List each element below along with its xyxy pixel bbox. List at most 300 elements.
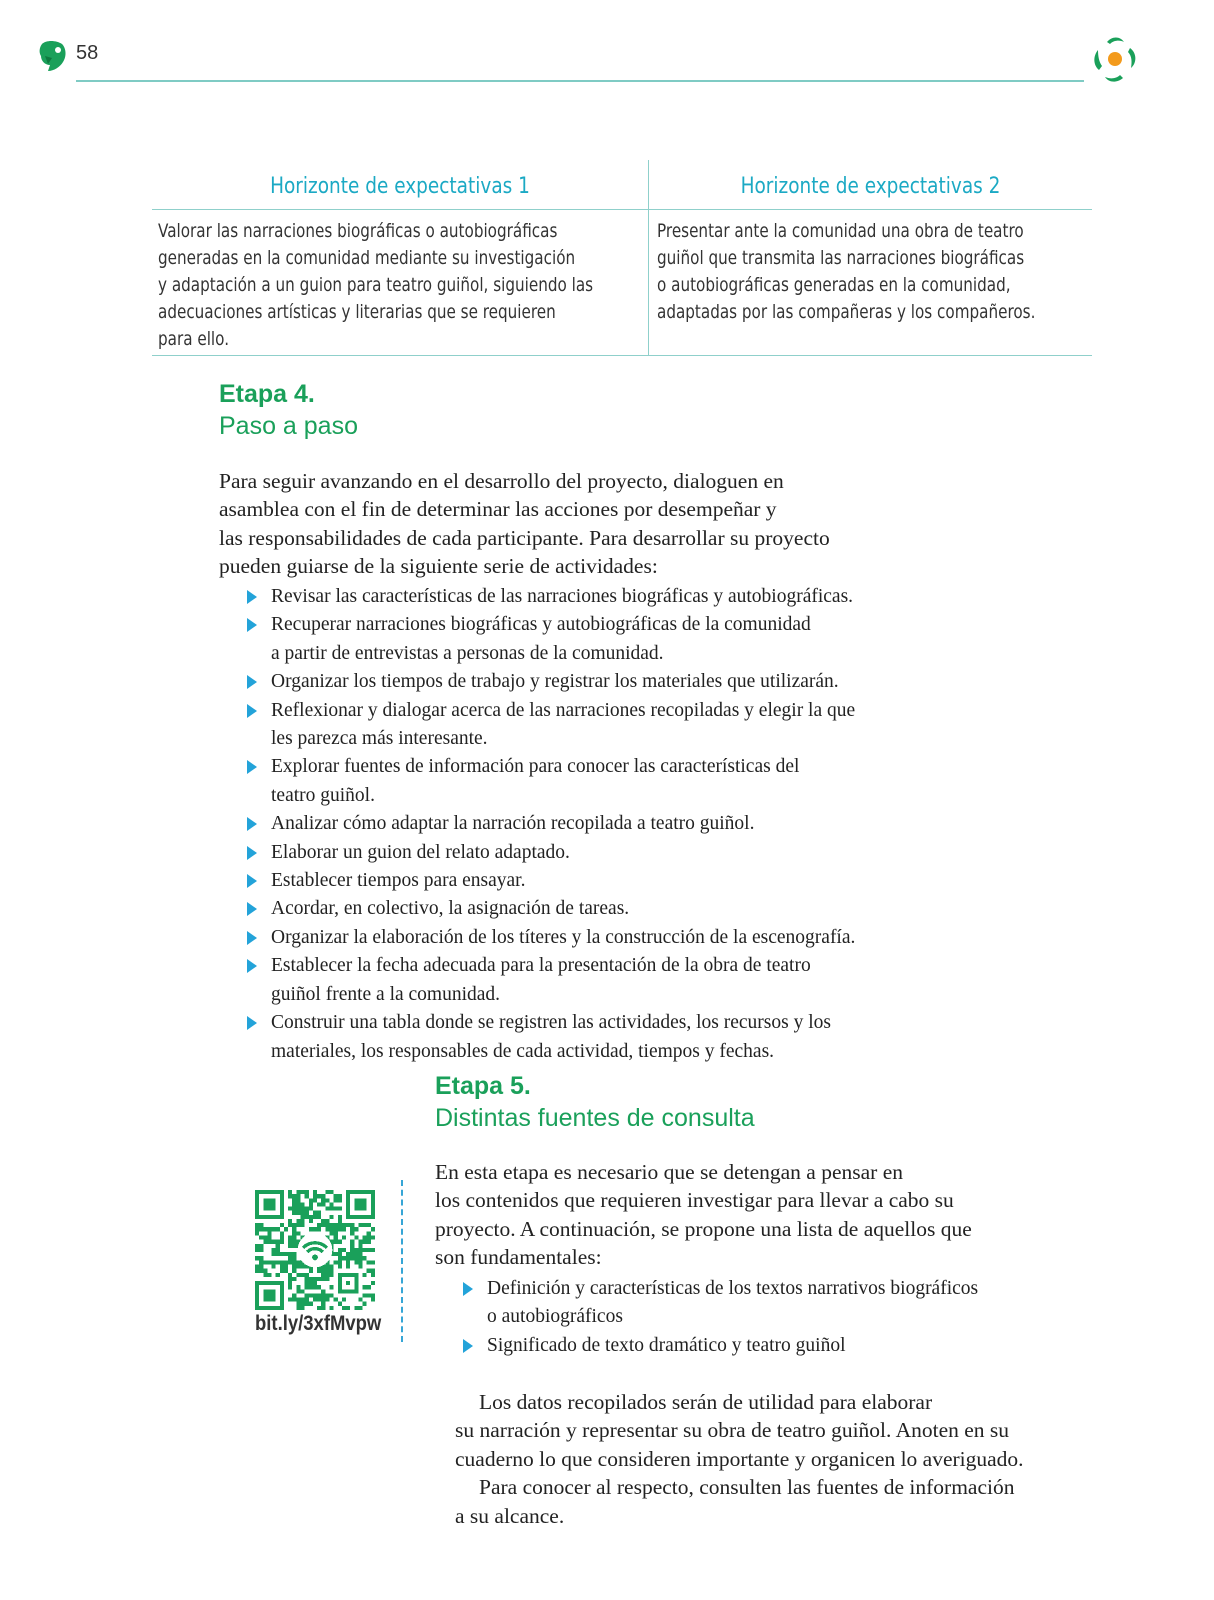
qr-module: [329, 1215, 333, 1219]
paragraph-line: a su alcance.: [455, 1503, 565, 1528]
etapa4-activity-list: [245, 583, 855, 1066]
qr-module: [317, 1194, 321, 1198]
table-cell-2: [657, 218, 1035, 326]
page-number: 58: [76, 42, 99, 64]
qr-module: [305, 1273, 309, 1277]
qr-module: [305, 1298, 309, 1302]
qr-module: [346, 1252, 350, 1256]
qr-module: [276, 1227, 280, 1231]
qr-module: [354, 1248, 358, 1252]
qr-module: [334, 1240, 338, 1244]
table-cell-line: generadas en la comunidad mediante su investigación: [158, 247, 576, 269]
qr-module: [272, 1240, 276, 1244]
list-item: Recuperar narraciones biográficas y autobiográficas de la comunidad a partir de entrevistas a personas de la comunidad.: [245, 611, 855, 668]
bullet-arrow-icon: [247, 1016, 257, 1030]
qr-module: [342, 1223, 346, 1227]
qr-module: [288, 1285, 292, 1289]
etapa4-intro: [219, 467, 830, 581]
qr-module: [272, 1252, 276, 1256]
qr-module: [371, 1293, 375, 1297]
qr-module: [259, 1244, 263, 1248]
qr-module: [338, 1240, 342, 1244]
qr-module: [292, 1198, 296, 1202]
qr-module: [346, 1260, 350, 1264]
qr-module: [301, 1207, 305, 1211]
qr-code: [255, 1190, 375, 1310]
qr-module: [325, 1223, 329, 1227]
qr-module: [363, 1273, 367, 1277]
qr-link[interactable]: bit.ly/3xfMvpw: [255, 1312, 382, 1335]
list-item: Establecer la fecha adecuada para la presentación de la obra de teatro guiñol frente a la comunidad.: [245, 952, 855, 1009]
qr-module: [346, 1256, 350, 1260]
qr-module: [288, 1281, 292, 1285]
qr-module: [367, 1269, 371, 1273]
qr-module: [296, 1231, 300, 1235]
bullet-arrow-icon: [247, 959, 257, 973]
qr-module: [338, 1248, 342, 1252]
qr-module: [338, 1252, 342, 1256]
qr-module: [313, 1190, 317, 1194]
qr-module: [346, 1223, 350, 1227]
qr-module: [288, 1240, 292, 1244]
etapa5-title: Etapa 5.: [435, 1072, 531, 1100]
qr-module: [334, 1236, 338, 1240]
list-item: Acordar, en colectivo, la asignación de tareas.: [245, 895, 855, 923]
qr-module: [288, 1252, 292, 1256]
qr-module: [280, 1236, 284, 1240]
qr-module: [338, 1256, 342, 1260]
qr-module: [259, 1223, 263, 1227]
qr-module: [363, 1302, 367, 1306]
qr-module: [358, 1240, 362, 1244]
qr-module: [342, 1248, 346, 1252]
qr-module: [371, 1281, 375, 1285]
paragraph-line: Para conocer al respecto, consulten las fuentes de información: [479, 1475, 1015, 1500]
bullet-arrow-icon: [247, 931, 257, 945]
qr-module: [363, 1256, 367, 1260]
qr-module: [305, 1281, 309, 1285]
qr-module: [280, 1231, 284, 1235]
qr-module: [292, 1202, 296, 1206]
qr-module: [263, 1227, 267, 1231]
qr-module: [358, 1298, 362, 1302]
qr-module: [309, 1219, 313, 1223]
qr-module: [288, 1219, 292, 1223]
qr-module: [321, 1269, 325, 1273]
qr-module: [350, 1244, 354, 1248]
qr-module: [288, 1223, 292, 1227]
qr-module: [255, 1223, 259, 1227]
qr-module: [255, 1248, 259, 1252]
qr-module: [263, 1273, 267, 1277]
qr-module: [301, 1298, 305, 1302]
qr-module: [309, 1269, 313, 1273]
qr-module: [288, 1236, 292, 1240]
qr-module: [301, 1264, 305, 1268]
qr-module: [292, 1240, 296, 1244]
qr-module: [267, 1227, 271, 1231]
dashed-divider: [401, 1180, 403, 1342]
qr-module: [288, 1207, 292, 1211]
qr-module: [292, 1207, 296, 1211]
qr-module: [305, 1194, 309, 1198]
qr-module: [267, 1231, 271, 1235]
qr-module: [309, 1277, 313, 1281]
qr-module: [255, 1256, 259, 1260]
qr-module: [354, 1256, 358, 1260]
qr-module: [288, 1277, 292, 1281]
qr-module: [338, 1227, 342, 1231]
qr-module: [263, 1240, 267, 1244]
qr-module: [305, 1190, 309, 1194]
paragraph-line: En esta etapa es necesario que se detengan a pensar en: [435, 1160, 903, 1184]
qr-module: [325, 1190, 329, 1194]
qr-module: [292, 1231, 296, 1235]
qr-module: [309, 1281, 313, 1285]
qr-module: [317, 1285, 321, 1289]
qr-module: [367, 1223, 371, 1227]
qr-module: [371, 1269, 375, 1273]
qr-module: [329, 1264, 333, 1268]
qr-module: [363, 1285, 367, 1289]
qr-module: [305, 1211, 309, 1215]
qr-module: [325, 1277, 329, 1281]
list-item: Establecer tiempos para ensayar.: [245, 867, 855, 895]
qr-module: [272, 1248, 276, 1252]
qr-module: [334, 1231, 338, 1235]
qr-module: [263, 1269, 267, 1273]
qr-module: [338, 1198, 342, 1202]
qr-module: [301, 1302, 305, 1306]
qr-module: [371, 1273, 375, 1277]
qr-module: [334, 1260, 338, 1264]
qr-module: [296, 1190, 300, 1194]
qr-module: [309, 1293, 313, 1297]
qr-module: [292, 1264, 296, 1268]
qr-module: [317, 1269, 321, 1273]
qr-module: [280, 1240, 284, 1244]
qr-module: [259, 1236, 263, 1240]
qr-module: [313, 1277, 317, 1281]
qr-module: [305, 1207, 309, 1211]
qr-module: [296, 1219, 300, 1223]
qr-module: [321, 1302, 325, 1306]
qr-module: [363, 1223, 367, 1227]
qr-module: [267, 1260, 271, 1264]
qr-module: [329, 1231, 333, 1235]
qr-module: [334, 1194, 338, 1198]
qr-module: [354, 1260, 358, 1264]
qr-module: [338, 1215, 342, 1219]
bullet-arrow-icon: [463, 1282, 473, 1296]
qr-module: [363, 1240, 367, 1244]
paragraph-line: proyecto. A continuación, se propone una lista de aquellos que: [435, 1216, 972, 1241]
table-cell-1: [158, 218, 593, 353]
qr-module: [317, 1223, 321, 1227]
qr-module: [371, 1248, 375, 1252]
qr-module: [358, 1244, 362, 1248]
qr-module: [292, 1236, 296, 1240]
paragraph-line: asamblea con el fin de determinar las acciones por desempeñar y: [219, 497, 777, 522]
qr-module: [280, 1260, 284, 1264]
qr-module: [301, 1202, 305, 1206]
qr-module: [296, 1302, 300, 1306]
qr-module: [338, 1194, 342, 1198]
qr-module: [350, 1248, 354, 1252]
qr-module: [321, 1198, 325, 1202]
qr-module: [292, 1244, 296, 1248]
qr-module: [313, 1293, 317, 1297]
qr-module: [321, 1202, 325, 1206]
qr-module: [321, 1223, 325, 1227]
qr-module: [329, 1306, 333, 1310]
qr-module: [255, 1244, 259, 1248]
table-heading-1: Horizonte de expectativas 1: [270, 174, 530, 199]
qr-module: [292, 1194, 296, 1198]
qr-module: [325, 1227, 329, 1231]
qr-module: [309, 1215, 313, 1219]
qr-module: [301, 1219, 305, 1223]
program-logo-icon: [1090, 34, 1140, 86]
qr-module: [296, 1289, 300, 1293]
qr-module: [367, 1248, 371, 1252]
bullet-arrow-icon: [247, 817, 257, 831]
qr-module: [301, 1289, 305, 1293]
qr-module: [276, 1252, 280, 1256]
bullet-arrow-icon: [247, 704, 257, 718]
qr-module: [292, 1223, 296, 1227]
qr-module: [301, 1211, 305, 1215]
bullet-arrow-icon: [247, 618, 257, 632]
qr-module: [267, 1236, 271, 1240]
qr-module: [338, 1207, 342, 1211]
qr-module: [334, 1198, 338, 1202]
expectations-table: [152, 160, 1092, 356]
qr-module: [354, 1227, 358, 1231]
qr-module: [292, 1256, 296, 1260]
qr-module: [284, 1260, 288, 1264]
qr-module: [334, 1227, 338, 1231]
qr-module: [317, 1211, 321, 1215]
bullet-arrow-icon: [463, 1339, 473, 1353]
qr-module: [284, 1264, 288, 1268]
qr-module: [325, 1293, 329, 1297]
qr-module: [309, 1285, 313, 1289]
paragraph-line: son fundamentales:: [435, 1245, 602, 1270]
qr-module: [342, 1298, 346, 1302]
qr-module: [338, 1219, 342, 1223]
qr-module: [301, 1215, 305, 1219]
qr-module: [367, 1231, 371, 1235]
qr-module: [325, 1207, 329, 1211]
qr-module: [292, 1227, 296, 1231]
qr-module: [367, 1285, 371, 1289]
paragraph-line: cuaderno lo que consideren importante y organicen lo averiguado.: [455, 1446, 1024, 1471]
table-cell-line: para ello.: [158, 328, 230, 350]
list-item: Construir una tabla donde se registren las actividades, los recursos y los materiales, los responsables de cada actividad, tiempos y fechas.: [245, 1009, 855, 1066]
qr-module: [305, 1277, 309, 1281]
qr-module: [276, 1273, 280, 1277]
qr-module: [321, 1194, 325, 1198]
etapa5-intro: [435, 1158, 972, 1272]
qr-module: [325, 1269, 329, 1273]
qr-module: [292, 1277, 296, 1281]
bullet-arrow-icon: [247, 874, 257, 888]
qr-module: [296, 1260, 300, 1264]
list-item: Organizar los tiempos de trabajo y registrar los materiales que utilizarán.: [245, 668, 855, 696]
qr-module: [334, 1298, 338, 1302]
paragraph-line: los contenidos que requieren investigar para llevar a cabo su: [435, 1188, 954, 1213]
paragraph-line: las responsabilidades de cada participante. Para desarrollar su proyecto: [219, 525, 830, 550]
qr-module: [329, 1269, 333, 1273]
qr-module: [329, 1285, 333, 1289]
qr-module: [259, 1269, 263, 1273]
qr-module: [263, 1236, 267, 1240]
list-item: Organizar la elaboración de los títeres y la construcción de la escenografía.: [245, 924, 855, 952]
qr-module: [358, 1223, 362, 1227]
qr-module: [296, 1273, 300, 1277]
table-heading-2: Horizonte de expectativas 2: [740, 174, 1001, 199]
table-cell-line: Presentar ante la comunidad una obra de teatro: [657, 220, 1024, 242]
qr-module: [350, 1256, 354, 1260]
qr-module: [371, 1260, 375, 1264]
qr-module: [329, 1273, 333, 1277]
table-cell-line: y adaptación a un guion para teatro guiñol, siguiendo las: [158, 274, 594, 296]
qr-module: [296, 1264, 300, 1268]
qr-module: [329, 1293, 333, 1297]
etapa4-subtitle: Paso a paso: [219, 412, 358, 440]
qr-module: [276, 1244, 280, 1248]
list-item: Significado de texto dramático y teatro guiñol: [461, 1332, 978, 1360]
qr-module: [313, 1227, 317, 1231]
qr-module: [280, 1264, 284, 1268]
qr-module: [354, 1306, 358, 1310]
qr-module: [313, 1285, 317, 1289]
qr-module: [280, 1269, 284, 1273]
qr-module: [358, 1256, 362, 1260]
qr-module: [367, 1236, 371, 1240]
qr-module: [317, 1202, 321, 1206]
qr-module: [301, 1306, 305, 1310]
qr-module: [321, 1277, 325, 1281]
qr-module: [334, 1223, 338, 1227]
qr-module: [288, 1194, 292, 1198]
qr-module: [305, 1285, 309, 1289]
qr-module: [342, 1306, 346, 1310]
qr-module: [255, 1269, 259, 1273]
qr-module: [301, 1223, 305, 1227]
bullet-arrow-icon: [247, 675, 257, 689]
qr-module: [296, 1207, 300, 1211]
qr-module: [292, 1269, 296, 1273]
qr-module: [325, 1273, 329, 1277]
qr-module: [296, 1306, 300, 1310]
qr-module: [329, 1223, 333, 1227]
paragraph-line: su narración y representar su obra de teatro guiñol. Anoten en su: [455, 1418, 1010, 1443]
qr-module: [358, 1264, 362, 1268]
qr-module: [367, 1293, 371, 1297]
qr-module: [338, 1302, 342, 1306]
qr-module: [342, 1227, 346, 1231]
qr-module: [292, 1260, 296, 1264]
qr-module: [354, 1252, 358, 1256]
etapa5-topic-list: [461, 1275, 978, 1360]
qr-module: [329, 1202, 333, 1206]
list-item: Explorar fuentes de información para conocer las características del teatro guiñol.: [245, 753, 855, 810]
qr-module: [313, 1281, 317, 1285]
qr-module: [259, 1227, 263, 1231]
qr-module: [301, 1273, 305, 1277]
table-column-divider: [648, 160, 649, 356]
qr-module: [313, 1215, 317, 1219]
etapa5-closing: [455, 1388, 1024, 1530]
qr-module: [305, 1215, 309, 1219]
qr-module: [338, 1264, 342, 1268]
bullet-arrow-icon: [247, 846, 257, 860]
qr-module: [288, 1244, 292, 1248]
qr-module: [321, 1273, 325, 1277]
qr-module: [313, 1298, 317, 1302]
qr-module: [371, 1236, 375, 1240]
qr-module: [288, 1190, 292, 1194]
qr-module: [334, 1252, 338, 1256]
table-header-rule: [152, 209, 1092, 210]
qr-module: [309, 1202, 313, 1206]
qr-module: [329, 1190, 333, 1194]
qr-module: [296, 1194, 300, 1198]
qr-module: [363, 1293, 367, 1297]
qr-module: [296, 1298, 300, 1302]
qr-module: [317, 1306, 321, 1310]
qr-module: [342, 1256, 346, 1260]
table-cell-line: adecuaciones artísticas y literarias que se requieren: [158, 301, 556, 323]
bullet-arrow-icon: [247, 590, 257, 604]
header-rule: [76, 80, 1084, 82]
qr-module: [292, 1252, 296, 1256]
qr-module: [346, 1306, 350, 1310]
qr-module: [358, 1260, 362, 1264]
qr-module: [259, 1248, 263, 1252]
qr-module: [317, 1293, 321, 1297]
qr-module: [276, 1240, 280, 1244]
paragraph-line: Para seguir avanzando en el desarrollo del proyecto, dialoguen en: [219, 469, 784, 493]
table-cell-line: Valorar las narraciones biográficas o autobiográficas: [158, 220, 558, 242]
etapa5-subtitle: Distintas fuentes de consulta: [435, 1104, 755, 1132]
section-emblem-icon: [36, 38, 70, 74]
qr-module: [325, 1219, 329, 1223]
qr-module: [358, 1252, 362, 1256]
table-bottom-rule: [152, 355, 1092, 356]
qr-module: [358, 1306, 362, 1310]
qr-module: [371, 1227, 375, 1231]
qr-module: [267, 1240, 271, 1244]
qr-module: [309, 1227, 313, 1231]
qr-module: [350, 1240, 354, 1244]
qr-module: [363, 1236, 367, 1240]
qr-module: [321, 1298, 325, 1302]
qr-module: [321, 1289, 325, 1293]
qr-module: [296, 1285, 300, 1289]
qr-module: [284, 1227, 288, 1231]
qr-module: [325, 1264, 329, 1268]
qr-module: [296, 1211, 300, 1215]
qr-module: [272, 1260, 276, 1264]
qr-module: [342, 1236, 346, 1240]
qr-module: [317, 1277, 321, 1281]
qr-module: [263, 1260, 267, 1264]
paragraph-line: pueden guiarse de la siguiente serie de actividades:: [219, 554, 658, 579]
qr-module: [259, 1264, 263, 1268]
